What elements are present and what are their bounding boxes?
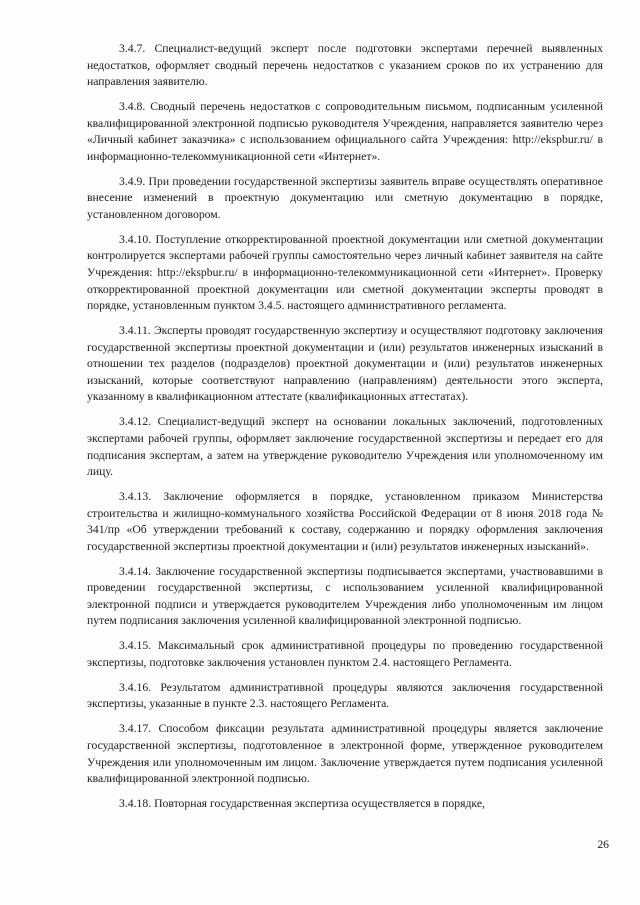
paragraph-3-4-7: 3.4.7. Специалист-ведущий эксперт после подготовки экспертами перечней выявленных недостатков, оформляет сводный перечень недостатков с указанием сроков по их устранению для направления заявителю. (87, 42, 603, 89)
paragraph-3-4-11: 3.4.11. Эксперты проводят государственную экспертизу и осуществляют подготовку заключения государственной экспертизы проектной документации и (или) результатов инженерных изысканий в отношении тех разделов (подразделов) проектной документации и (или) результатов инженерных изысканий, которые соответствуют направлению (направлениям) деятельности этого эксперта, указанному в квалификационном аттестате (квалификационных аттестатах). (87, 324, 603, 404)
paragraph-3-4-14: 3.4.14. Заключение государственной экспертизы подписывается экспертами, участвовавшими в проведении государственной экспертизы, с использованием усиленной квалифицированной электронной подписи и утверждается руководителем Учреждения либо уполномоченным им лицом путем подписания заключения усиленной квалифицированной электронной подписью. (87, 564, 603, 628)
document-body (87, 41, 603, 813)
paragraph-3-4-12: 3.4.12. Специалист-ведущий эксперт на основании локальных заключений, подготовленных экспертами рабочей группы, оформляет заключение государственной экспертизы и передает его для подписания экспертам, а затем на утверждение руководителю Учреждения или уполномоченному им лицу. (87, 415, 603, 479)
paragraph-3-4-17: 3.4.17. Способом фиксации результата административной процедуры является заключение государственной экспертизы, подготовленное в электронной форме, утвержденное руководителем Учреждения или уполномоченным им лицом. Заключение утверждается путем подписания усиленной квалифицированной электронной подписью. (87, 722, 603, 786)
paragraph-3-4-9: 3.4.9. При проведении государственной экспертизы заявитель вправе осуществлять оперативное внесение изменений в проектную документацию или сметную документацию в порядке, установленном договором. (87, 174, 603, 221)
paragraph-3-4-13: 3.4.13. Заключение оформляется в порядке, установленном приказом Министерства строительства и жилищно-коммунального хозяйства Российской Федерации от 8 июня 2018 года № 341/пр «Об утверждении требований к составу, содержанию и порядку оформления заключения государственной экспертизы проектной документации и (или) результатов инженерных изысканий». (87, 490, 603, 553)
page-number: 26 (597, 838, 609, 851)
paragraph-3-4-8: 3.4.8. Сводный перечень недостатков с сопроводительным письмом, подписанным усиленной квалифицированной электронной подписью руководителя Учреждения, направляется заявителю через «Личный кабинет заказчика» с использованием официального сайта Учреждения: http://ekspbur.ru/ в информационно-телекоммуникационной сети «Интернет». (87, 100, 603, 163)
paragraph-3-4-15: 3.4.15. Максимальный срок административной процедуры по проведению государственной экспертизы, подготовке заключения установлен пунктом 2.4. настоящего Регламента. (87, 639, 603, 669)
paragraph-3-4-16: 3.4.16. Результатом административной процедуры являются заключения государственной экспертизы, указанные в пункте 2.3. настоящего Регламента. (87, 680, 603, 711)
paragraph-3-4-18: 3.4.18. Повторная государственная экспертиза осуществляется в порядке, (119, 797, 485, 811)
paragraph-3-4-10: 3.4.10. Поступление откорректированной проектной документации или сметной документации контролируется экспертами рабочей группы самостоятельно через личный кабинет заявителя на сайте Учреждения: http://ekspbur.ru/ в информационно-телекоммуникационной сети «Интернет». Проверку откорректированной проектной документации или сметной документации эксперты проводят в порядке, установленным пунктом 3.4.5. настоящего административного регламента. (87, 232, 603, 313)
